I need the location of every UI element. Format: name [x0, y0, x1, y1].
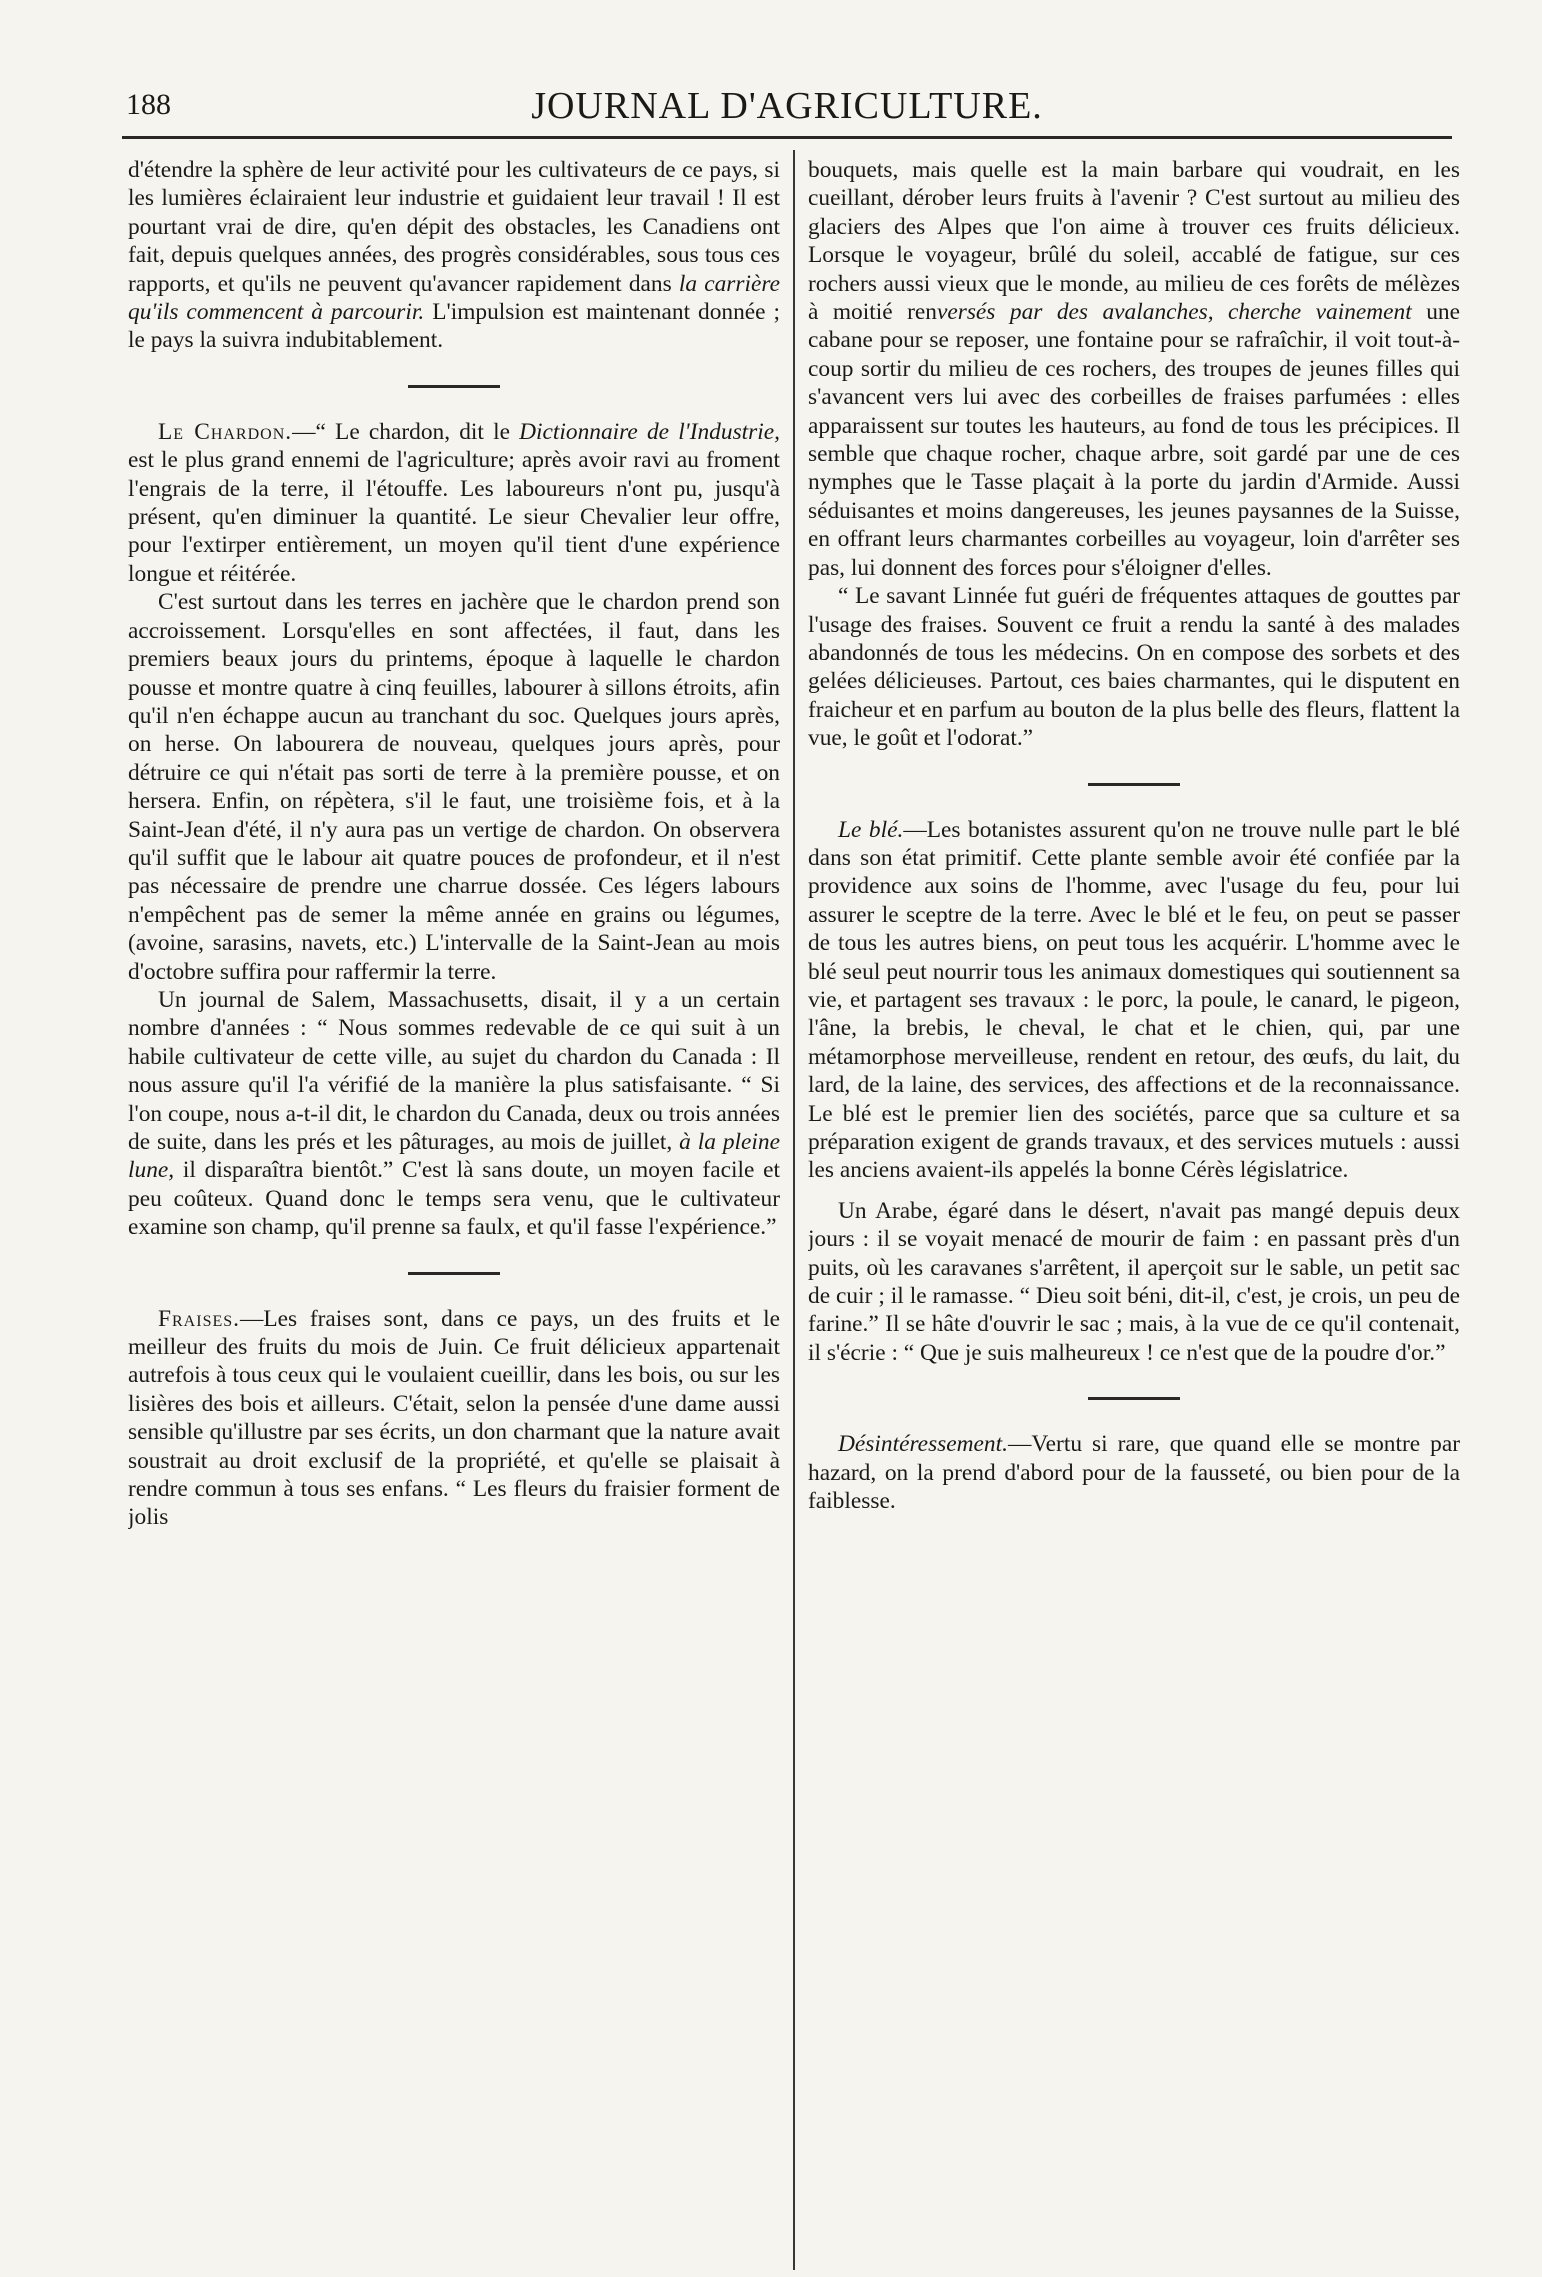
header-rule	[122, 136, 1452, 139]
page-number: 188	[126, 88, 171, 121]
continued-paragraph: d'étendre la sphère de leur activité pour les cultivateurs de ce pays, si les lumières éclairaient leur industrie et guidaient leur travail ! Il est pourtant vrai de dire, qu'en dépit des obstacles, les Canadiens ont fait, depuis quelques années, des progrès considérables, sous tous ces rapports, et qu'ils ne peuvent qu'avancer rapidement dans la carrière qu'ils commencent à parcourir. L'impulsion est maintenant donnée ; le pays la suivra indubitablement.	[128, 157, 780, 354]
section-divider	[408, 385, 500, 388]
page-header	[122, 84, 1452, 134]
fraises-paragraph-2: “ Le savant Linnée fut guéri de fréquentes attaques de gouttes par l'usage des fraises. Souvent ce fruit a rendu la santé à des malades abandonnés de tous les médecins. On en compose des sorbets et des gelées délicieuses. Partout, ces baies charmantes, qui le disputent en fraicheur et en parfum au bouton de la plus belle des fleurs, flattent la vue, le goût et l'odorat.”	[808, 583, 1460, 752]
fraises-heading: Fraises.	[158, 1305, 240, 1332]
left-column	[128, 156, 780, 2268]
running-title: JOURNAL D'AGRICULTURE.	[531, 85, 1043, 127]
chardon-paragraph-3: Un journal de Salem, Massachusetts, disait, il y a un certain nombre d'années : “ Nous sommes redevable de ce qui suit à un habile cultivateur de cette ville, au sujet du chardon du Canada : Il nous assure qu'il l'a vérifié de la manière la plus satisfaisante. “ Si l'on coupe, nous a-t-il dit, le chardon du Canada, deux ou trois années de suite, dans les prés et les pâturages, au mois de juillet, à la pleine lune, il disparaîtra bientôt.” C'est là sans doute, un moyen facile et peu coûteux. Quand donc le temps sera venu, que le cultivateur examine son champ, qu'il prenne sa faulx, et qu'il fasse l'expérience.”	[128, 986, 780, 1241]
section-divider	[1088, 1397, 1180, 1400]
article-desinteressement	[808, 1430, 1460, 1515]
desinteressement-heading: Désintéressement.	[838, 1431, 1008, 1458]
ble-heading: Le blé.	[838, 816, 904, 843]
article-ble	[808, 816, 1460, 1185]
article-chardon	[128, 418, 780, 1242]
chardon-heading: Le Chardon.	[158, 418, 293, 445]
arabe-paragraph: Un Arabe, égaré dans le désert, n'avait pas mangé depuis deux jours : il se voyait menacé de mourir de faim : en passant près d'un puits, où les caravanes s'arrêtent, il aperçoit sur le sable, un petit sac de cuir ; il le ramasse. “ Dieu soit béni, dit-il, c'est, je crois, un peu de farine.” Il se hâte d'ouvrir le sac ; mais, à la vue de ce qu'il contenait, il s'écrie : “ Que je suis malheureux ! ce n'est que de la poudre d'or.”	[808, 1197, 1460, 1366]
section-divider	[408, 1272, 500, 1275]
chardon-paragraph-2: C'est surtout dans les terres en jachère que le chardon prend son accroissement. Lorsqu'elles en sont affectées, il faut, dans les premiers beaux jours du printems, époque à laquelle le chardon pousse et montre quatre à cinq feuilles, labourer à sillons étroits, afin qu'il n'en échappe aucun au tranchant du soc. Quelques jours après, on herse. On labourera de nouveau, quelques jours après, pour détruire ce qui n'était pas sorti de terre à la première pousse, et on hersera. Enfin, on répètera, s'il le faut, une troisième fois, et à la Saint-Jean d'été, il n'y aura pas un vertige de chardon. On observera qu'il suffit que le labour ait quatre pouces de profondeur, et il n'est pas nécessaire de prendre une charrue dossée. Ces légers labours n'empêchent pas de semer la même année en grains ou légumes, (avoine, sarasins, navets, etc.) L'intervalle de la Saint-Jean au mois d'octobre suffira pour raffermir la terre.	[128, 589, 780, 985]
column-divider	[793, 150, 795, 2270]
article-fraises-continued	[808, 156, 1460, 753]
article-continued	[128, 156, 780, 355]
fraises-paragraph-1: Fraises.—Les fraises sont, dans ce pays, un des fruits et le meilleur des fruits du mois de Juin. Ce fruit délicieux appartenait autrefois à tous ceux qui le voulaient cueillir, dans les bois, ou sur les lisières des bois et ailleurs. C'était, selon la pensée d'une dame aussi sensible qu'illustre par ses écrits, un don charmant que la nature avait soustrait au droit exclusif de la propriété, et qu'elle se plaisait à rendre commun à tous ses enfans. “ Les fleurs du fraisier forment de jolis	[128, 1305, 780, 1531]
right-column	[808, 156, 1460, 2268]
article-arabe	[808, 1197, 1460, 1367]
chardon-paragraph-1: Le Chardon.—“ Le chardon, dit le Dictionnaire de l'Industrie, est le plus grand ennemi de l'agriculture; après avoir ravi au froment l'engrais de la terre, il l'étouffe. Les laboureurs n'ont pu, jusqu'à présent, qu'en diminuer la quantité. Le sieur Chevalier leur offre, pour l'extirper entièrement, un moyen qu'il tient d'une expérience longue et réitérée.	[128, 418, 780, 587]
section-divider	[1088, 783, 1180, 786]
article-fraises	[128, 1305, 780, 1532]
fraises-continued-paragraph: bouquets, mais quelle est la main barbare qui voudrait, en les cueillant, dérober leurs fruits à l'avenir ? C'est surtout au milieu des glaciers des Alpes que l'on aime à trouver ces fruits délicieux. Lorsque le voyageur, brûlé du soleil, accablé de fatigue, sur ces rochers aussi vieux que le monde, au milieu de ces forêts de mélèzes à moitié renversés par des avalanches, cherche vainement une cabane pour se reposer, une fontaine pour se rafraîchir, il voit tout-à-coup sortir du milieu de ces rochers, des troupes de jeunes filles qui s'avancent vers lui avec des corbeilles de fraises parfumées : elles apparaissent sur toutes les hauteurs, au fond de tous les précipices. Il semble que chaque rocher, chaque arbre, soit gardé par une de ces nymphes que le Tasse plaçait à la porte du jardin d'Armide. Aussi séduisantes et moins dangereuses, les jeunes paysannes de la Suisse, en offrant leurs charmantes corbeilles au voyageur, loin d'arrêter ses pas, lui donnent des forces pour s'éloigner d'elles.	[808, 157, 1460, 581]
desinteressement-paragraph: Désintéressement.—Vertu si rare, que quand elle se montre par hazard, on la prend d'abord pour de la fausseté, ou bien pour de la faiblesse.	[808, 1431, 1460, 1515]
ble-paragraph: Le blé.—Les botanistes assurent qu'on ne trouve nulle part le blé dans son état primitif. Cette plante semble avoir été confiée par la providence aux soins de l'homme, avec l'usage du feu, pour lui assurer le sceptre de la terre. Avec le blé et le feu, on peut se passer de tous les autres biens, on peut tous les acquérir. L'homme avec le blé seul peut nourrir tous les animaux domestiques qui soutiennent sa vie, et partagent ses travaux : le porc, la poule, le canard, le pigeon, l'âne, la brebis, le cheval, le chat et le chien, qui, par une métamorphose merveilleuse, rendent en retour, des œufs, du lait, du lard, de la laine, des services, des affections et de la reconnaissance. Le blé est le premier lien des sociétés, parce que sa culture et sa préparation exigent de grands travaux, et des services mutuels : aussi les anciens avaient-ils appelés la bonne Cérès législatrice.	[808, 816, 1460, 1184]
